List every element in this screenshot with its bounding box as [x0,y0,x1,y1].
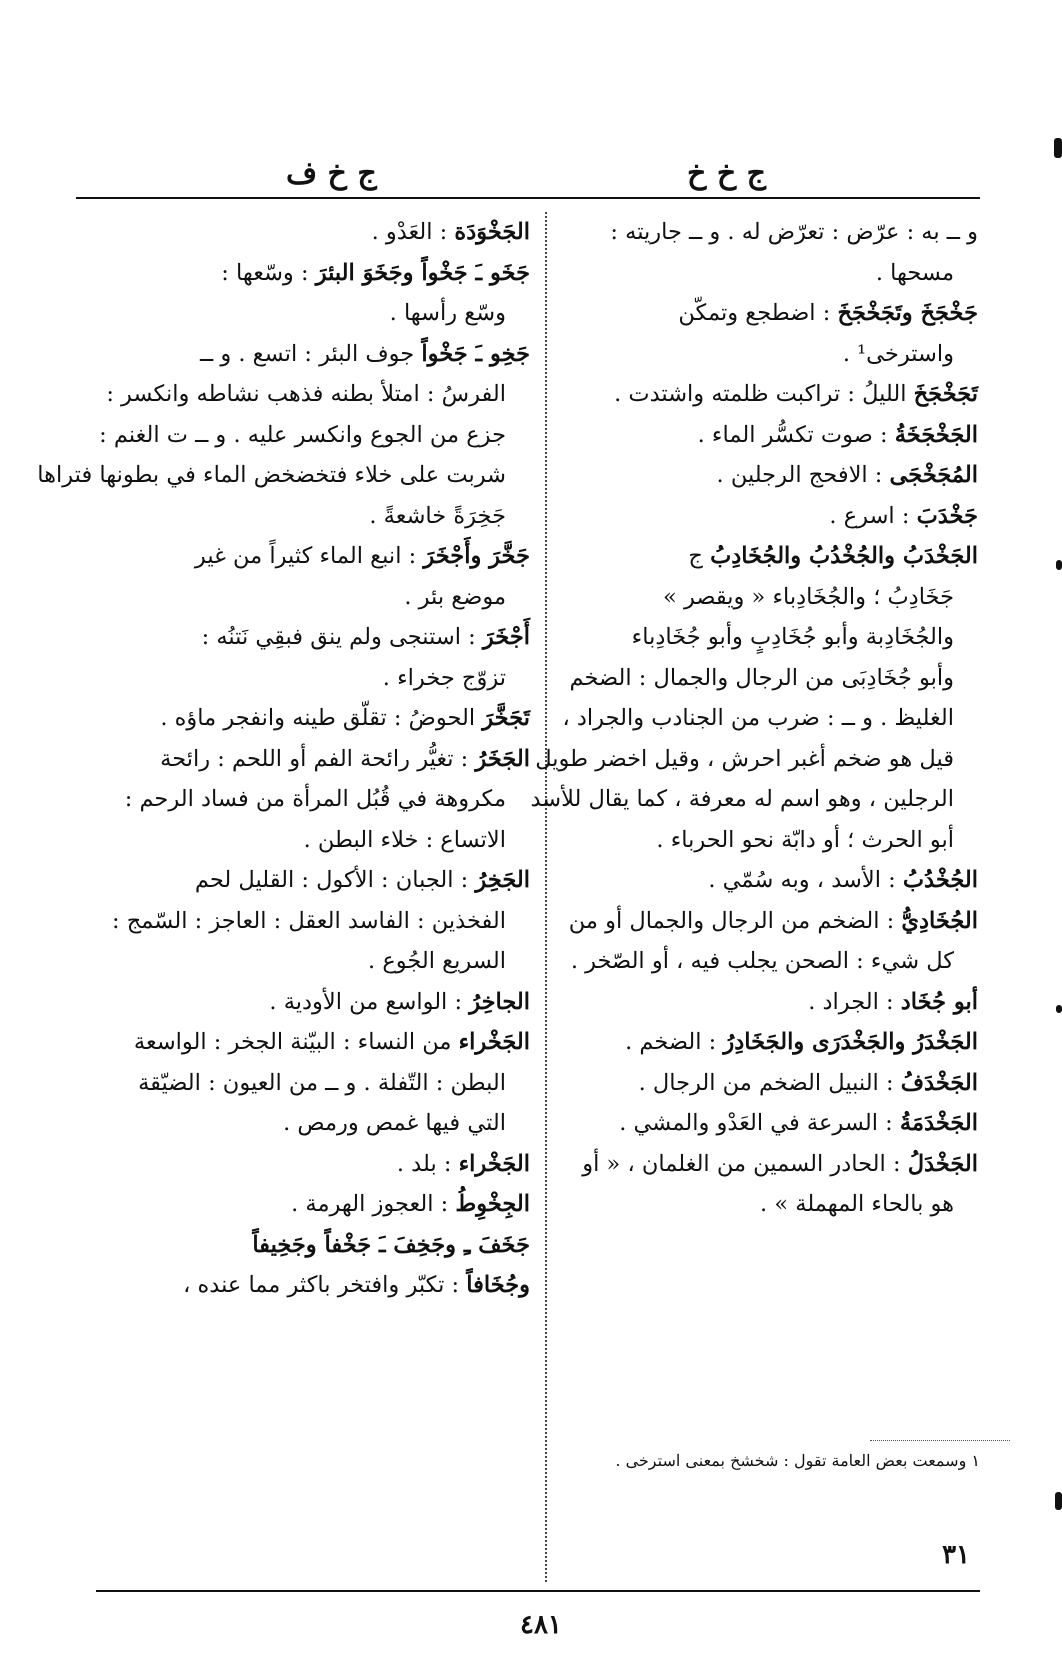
entry-headword: أَجْخَرَ [482,624,530,650]
entry-line: جَخَادِبُ ؛ والجُخَادِباء « ويقصر » [663,583,954,610]
entry-headword: المُجَخْجَى [889,462,978,488]
entry-headword: الجَخَرُ [475,745,530,772]
dictionary-entry [90,536,530,617]
entry-line: الرجلين ، وهو اسم له معرفة ، كما يقال للأسد [530,786,954,812]
entry-line: الاتساع : خلاء البطن . [303,826,506,853]
entry-line [90,1144,530,1185]
dictionary-entry [90,1022,530,1144]
page-edge-mark [1056,560,1062,570]
entry-line [558,536,978,577]
footnote: ١ وسمعت بعض العامة تقول : شخشخ بمعنى استرخى . [615,1451,980,1470]
entry-line [90,1225,530,1266]
entry-line [558,1063,978,1104]
page-edge-mark [1056,1005,1062,1013]
entry-text: : السرعة في العَدْو والمشي . [619,1110,893,1136]
dictionary-entry [558,415,978,456]
entry-text: : الافحج الرجلين . [716,462,883,488]
entry-headword: جَخَو ـَ جَخْواً وجَخَوَ البئرَ [315,259,530,286]
entry-text: جوف البئر : اتسع . و ــ [200,340,415,367]
dictionary-entry [90,1184,530,1225]
footer-rule [96,1590,980,1592]
entry-line: الغليظ . و ــ : ضرب من الجنادب والجراد ، [562,705,954,731]
entry-headword: تَجَخْجَخَ [913,381,978,407]
entry-text: : النبيل الضخم من الرجال . [638,1069,894,1096]
entry-text: ج [688,543,703,569]
entry-text: : الواسع من الأودية . [269,988,463,1015]
column-divider [545,212,547,1582]
dictionary-entry [90,698,530,739]
header-left-title: ج خ ف [286,156,377,191]
entry-headword: الجاخِرُ [469,988,530,1015]
entry-line: شربت على خلاء فتخضخض الماء في بطونها فتراها [37,462,506,488]
entry-line [90,1022,530,1063]
entry-headword: الجِخْوِطُ [455,1191,530,1217]
entry-headword: تَجَخَّرَ [482,705,530,731]
dictionary-entry [90,1144,530,1185]
entry-line: الفرسُ : امتلأ بطنه فذهب نشاطه وانكسر : [106,381,506,407]
entry-line: والجُخَادِبة وأبو جُخَادِبٍ وأبو جُخَادِباء [631,624,954,650]
entry-text: : انبع الماء كثيراً من غير [194,543,417,569]
entry-text: : تغيُّر رائحة الفم أو اللحم : رائحة [160,745,469,772]
entry-line [90,617,530,658]
dictionary-entry [558,860,978,901]
entry-line [558,374,978,415]
dictionary-entry [558,1022,978,1063]
entry-text: : اسرع . [829,502,910,529]
entry-headword: جَخِو ـَ جَخْواً [421,340,530,367]
entry-headword: جَخَفَ ـِ وجَخِفَ ـَ جَخْفاً وجَخِيفاً [252,1231,530,1258]
dictionary-entry [558,455,978,496]
entry-headword: جَخْجَخَ وتَجَخْجَخَ [837,300,978,326]
entry-headword: الجُخَادِيُّ [901,907,978,934]
dictionary-entry [558,212,978,293]
entry-line [90,334,530,375]
right-column [530,212,978,1582]
entry-line [90,860,530,901]
running-header [96,150,976,198]
entry-line [558,860,978,901]
entry-line [558,901,978,942]
entry-line: البطن : التّفلة . و ــ من العيون : الضيّقة [138,1069,506,1096]
entry-line: مسحها . [875,259,954,286]
entry-line: قيل هو ضخم أغبر احرش ، وقيل اخضر طويل [535,745,954,772]
entry-line [558,982,978,1023]
entry-line [90,1184,530,1225]
entry-line: واسترخى¹ . [842,340,954,367]
dictionary-entry [558,496,978,537]
section-number: ٣١ [942,1540,970,1570]
entry-line: أبو الحرث ؛ أو دابّة نحو الحرباء . [656,826,954,853]
dictionary-entry [90,1225,530,1266]
entry-line: السريع الجُوع . [368,948,506,974]
dictionary-entry [558,982,978,1023]
entry-text: : صوت تكسُّر الماء . [697,421,888,448]
dictionary-entry [90,617,530,698]
entry-text: الحوضُ : تقلّق طينه وانفجر ماؤه . [160,705,476,731]
entry-text: و ــ به : عرّض : تعرّض له . و ــ جاريته : [610,219,978,245]
entry-line: الفخذين : الفاسد العقل : العاجز : السّمج : [112,907,506,934]
entry-headword: الجَخْراء [458,1029,530,1055]
entry-line [558,1022,978,1063]
left-column [37,212,530,1582]
entry-line: جزع من الجوع وانكسر عليه . و ــ ت الغنم : [99,421,506,448]
entry-line [90,536,530,577]
dictionary-entry [37,334,530,537]
header-right-title: ج خ خ [687,156,766,191]
entry-line [558,415,978,456]
entry-headword: الجَخْجَخَةُ [894,421,978,448]
entry-text: : الأسد ، وبه سُمّي . [708,867,896,893]
page-edge-mark [1055,1492,1062,1510]
dictionary-entry [558,1103,978,1144]
entry-text: : تكبّر وافتخر باكثر مما عنده ، [183,1272,460,1298]
entry-text: : بلد . [396,1150,452,1177]
dictionary-entry [90,982,530,1023]
entry-headword: الجَخْدَفُ [900,1069,978,1096]
dictionary-entry [558,374,978,415]
dictionary-entry [558,901,978,982]
entry-line [90,698,530,739]
entry-text: : العجوز الهرمة . [291,1191,449,1217]
entry-text: : الضخم من الرجال والجمال أو من [568,907,895,934]
entry-line: مكروهة في قُبُل المرأة من فساد الرحم : [124,786,506,812]
entry-line: وأبو جُخَادِبَى من الرجال والجمال : الضخم [569,664,954,691]
entry-line [558,455,978,496]
entry-headword: وجُخَافاً [466,1272,530,1298]
entry-headword: الجَخْدَلُ [907,1150,978,1177]
entry-line [90,1265,530,1306]
entry-text: : اضطجع وتمكّن [678,300,831,326]
entry-headword: الجَخْوَدَة [454,219,530,245]
entry-line [558,293,978,334]
entry-text: من النساء : البيّنة الجخر : الواسعة [133,1029,452,1055]
entry-line [558,1103,978,1144]
entry-headword: الجَخِرُ [475,867,530,893]
entry-line [90,253,530,294]
entry-line: وسّع رأسها . [389,300,506,326]
entry-headword: جَخَّرَ وأَجْخَرَ [423,543,530,569]
page-edge-mark [1054,138,1062,158]
entry-line: كل شيء : الصحن يجلب فيه ، أو الصّخر . [570,948,954,974]
entry-headword: الجَخْدَرُ والجَخْدَرَى والجَخَادِرُ [723,1029,978,1055]
dictionary-entry [90,253,530,334]
dictionary-entry [90,212,530,253]
entry-line: جَخِرَةً خاشعةً . [369,502,506,529]
entry-text: : الجراد . [808,988,894,1015]
entry-line: موضع بئر . [404,583,506,610]
entry-text: : وسّعها : [221,259,309,286]
entry-text: : الحادر السمين من الغلمان ، « أو [582,1150,901,1177]
header-rule [76,197,980,199]
entry-headword: أبو جُخَاد [900,988,978,1015]
entry-line [558,1144,978,1185]
entry-headword: الجُخْدُبُ [902,867,978,893]
entry-text: الليلُ : تراكبت ظلمته واشتدت . [614,381,907,407]
dictionary-entry [558,1063,978,1104]
dictionary-entry [558,293,978,374]
dictionary-entry [90,860,530,982]
entry-text: : استنجى ولم ينق فبقِي نَتنُه : [201,624,476,650]
entry-line [90,739,530,780]
dictionary-entry [90,1265,530,1306]
entry-line [558,212,978,253]
entry-text: : العَدْو . [371,219,448,245]
entry-line [90,982,530,1023]
entry-headword: الجَخْراء [458,1150,530,1177]
entry-line [90,212,530,253]
entry-line [558,496,978,537]
dictionary-entry [90,739,530,861]
entry-headword: الجَخْدَمَةُ [899,1110,978,1136]
footnote-rule [870,1440,1010,1441]
dictionary-entry [530,536,978,860]
page-number: ٤٨١ [520,1610,562,1640]
entry-text: : الجبان : الأكول : القليل لحم [194,867,469,893]
entry-line: هو بالحاء المهملة » . [760,1191,954,1217]
dictionary-entry [558,1144,978,1225]
entry-line: التي فيها غمص ورمص . [283,1110,506,1136]
entry-headword: الجَخْدَبُ والجُخْدُبُ والجُخَادِبُ [710,543,978,569]
entry-line: تزوّج جخراء . [382,664,506,691]
entry-text: : الضخم . [625,1029,717,1055]
entry-headword: جَخْدَبَ [916,502,978,529]
